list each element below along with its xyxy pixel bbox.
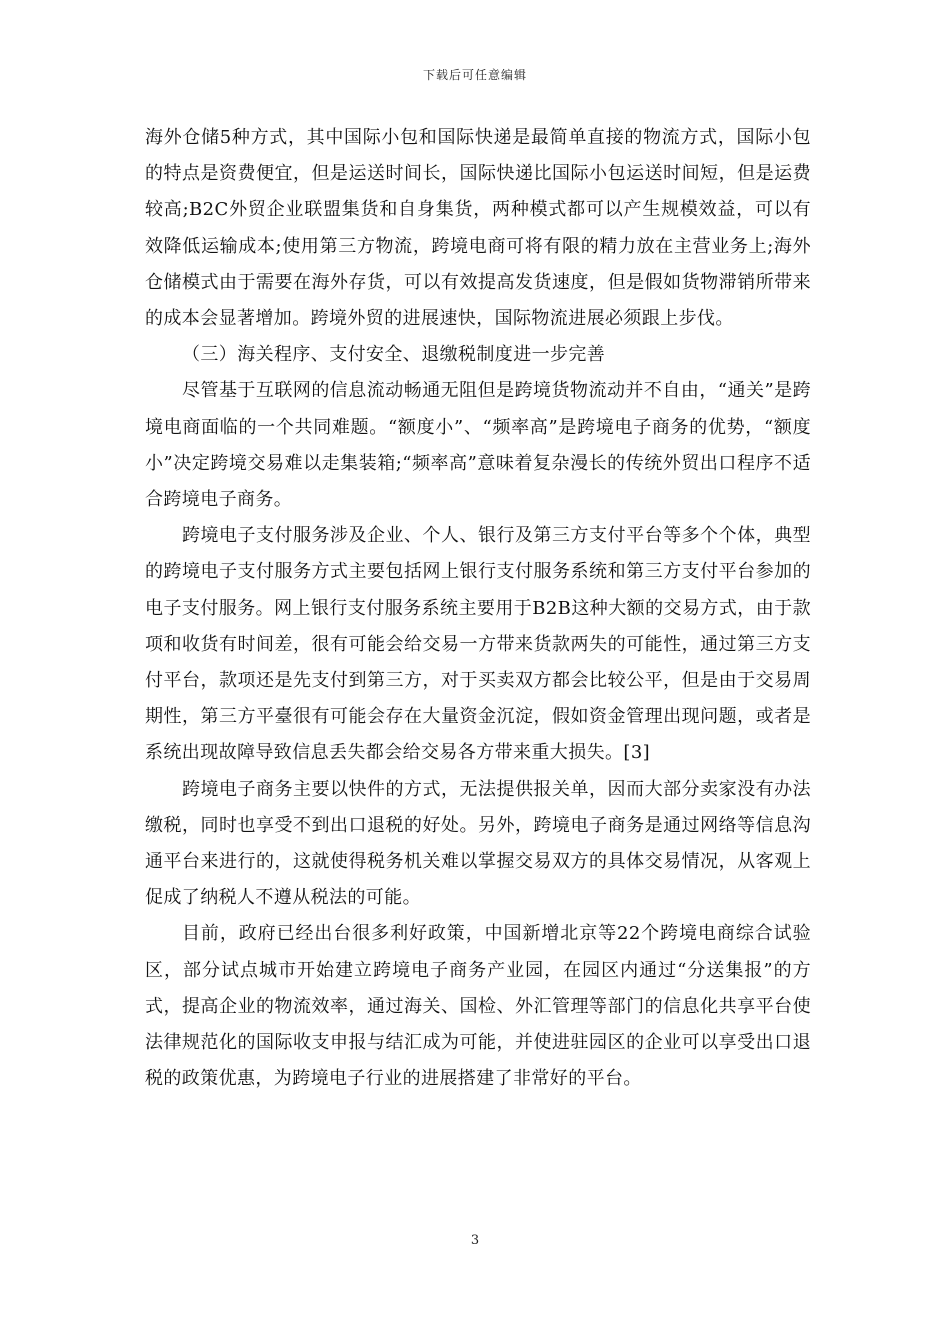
- paragraph-logistics: 海外仓储5种方式，其中国际小包和国际快递是最简单直接的物流方式，国际小包的特点是资费便宜，但是运送时间长，国际快递比国际小包运送时间短，但是运费较高;B2C外贸企业联盟集货和自身集货，两种模式都可以产生规模效益，可以有效降低运输成本;使用第三方物流，跨境电商可将有限的精力放在主营业务上;海外仓储模式由于需要在海外存货，可以有效提高发货速度，但是假如货物滞销所带来的成本会显著增加。跨境外贸的进展速快，国际物流进展必须跟上步伐。: [145, 127, 811, 330]
- paragraph-policy: 目前，政府已经出台很多利好政策，中国新增北京等22个跨境电商综合试验区，部分试点城市开始建立跨境电子商务产业园，在园区内通过“分送集报”的方式，提高企业的物流效率，通过海关、国检、外汇管理等部门的信息化共享平台使法律规范化的国际收支申报与结汇成为可能，并使进驻园区的企业可以享受出口退税的政策优惠，为跨境电子行业的进展搭建了非常好的平台。: [145, 923, 811, 1090]
- paragraph-customs: 尽管基于互联网的信息流动畅通无阻但是跨境货物流动并不自由，“通关”是跨境电商面临的一个共同难题。“额度小”、“频率高”是跨境电子商务的优势，“额度小”决定跨境交易难以走集装箱;“频率高”意味着复杂漫长的传统外贸出口程序不适合跨境电子商务。: [145, 380, 811, 511]
- document-body: [145, 120, 811, 1097]
- page-header: 下载后可任意编辑: [422, 68, 527, 82]
- section-heading: （三）海关程序、支付安全、退缴税制度进一步完善: [182, 344, 606, 366]
- paragraph-payment: 跨境电子支付服务涉及企业、个人、银行及第三方支付平台等多个个体，典型的跨境电子支付服务方式主要包括网上银行支付服务系统和第三方支付平台参加的电子支付服务。网上银行支付服务系统主要用于B2B这种大额的交易方式，由于款项和收货有时间差，很有可能会给交易一方带来货款两失的可能性，通过第三方支付平台，款项还是先支付到第三方，对于买卖双方都会比较公平，但是由于交易周期性，第三方平臺很有可能会存在大量资金沉淀，假如资金管理出现问题，或者是系统出现故障导致信息丢失都会给交易各方带来重大损失。[3]: [145, 525, 811, 764]
- page-number: 3: [470, 1233, 480, 1248]
- paragraph-tax: 跨境电子商务主要以快件的方式，无法提供报关单，因而大部分卖家没有办法缴税，同时也享受不到出口退税的好处。另外，跨境电子商务是通过网络等信息沟通平台来进行的，这就使得税务机关难以掌握交易双方的具体交易情况，从客观上促成了纳税人不遵从税法的可能。: [145, 778, 811, 909]
